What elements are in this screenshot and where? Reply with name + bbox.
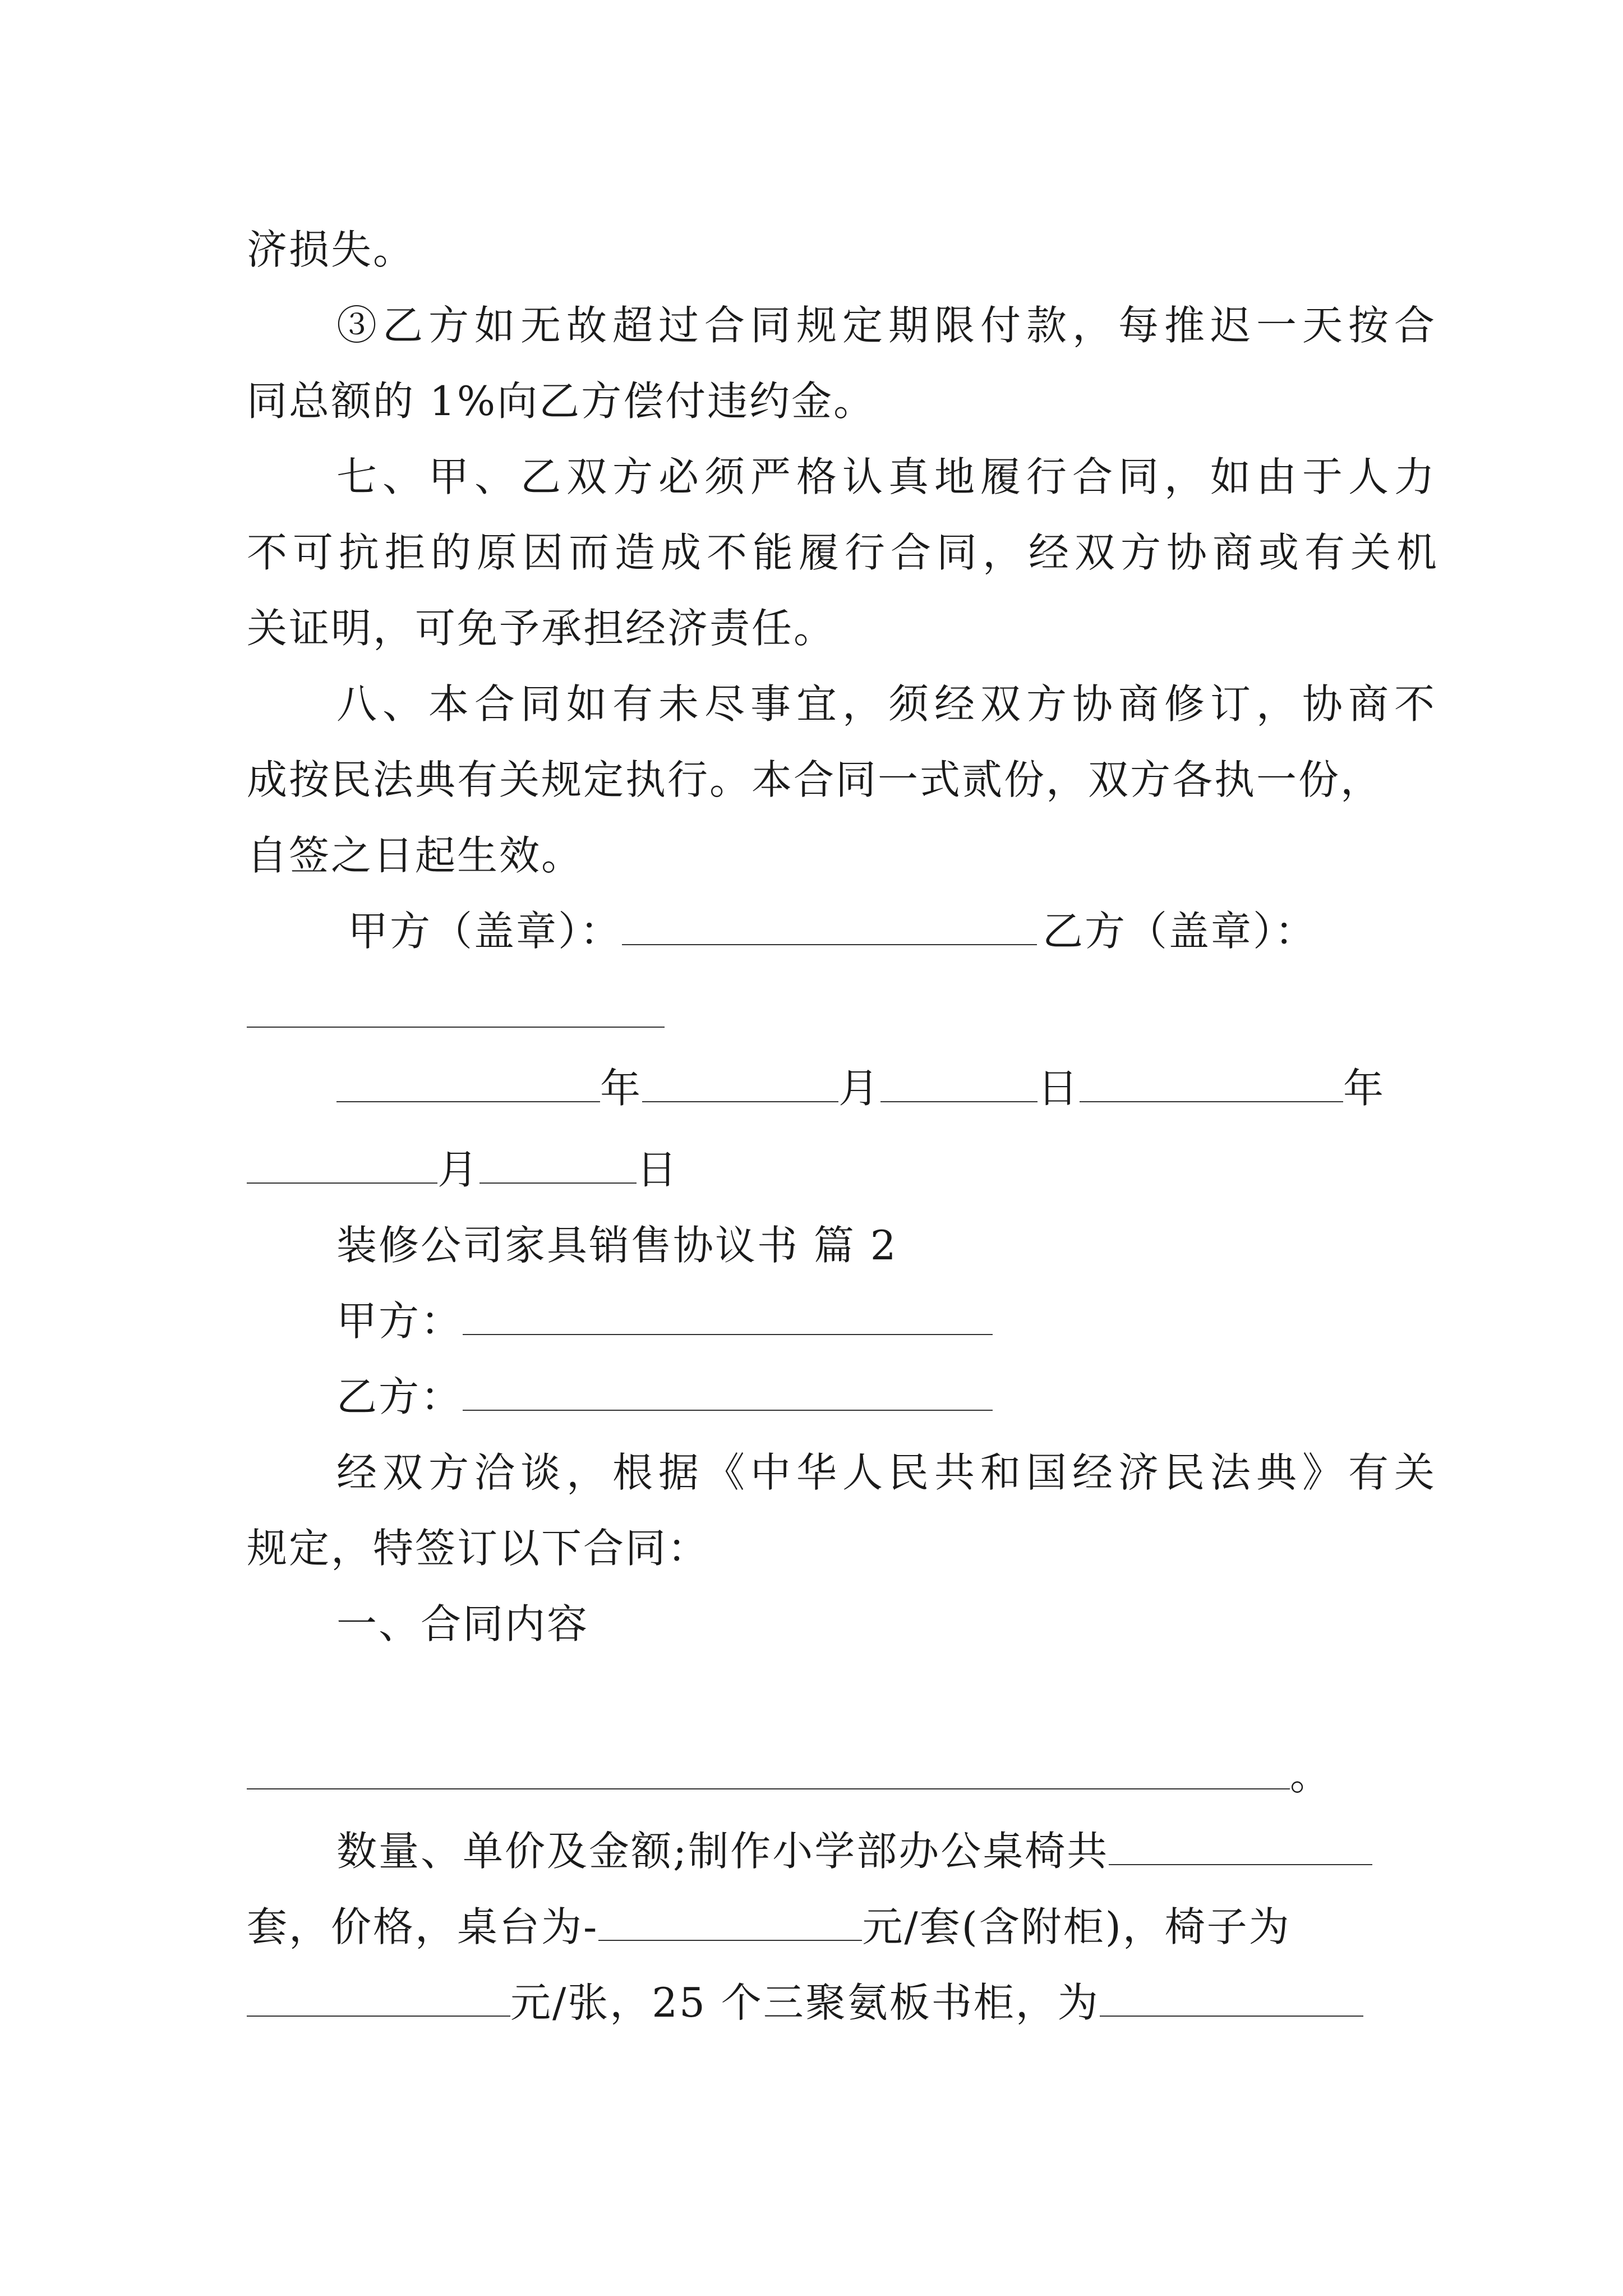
section-title: 装修公司家具销售协议书 篇 2	[336, 1222, 898, 1269]
month-blank-a	[642, 1062, 838, 1102]
quantity-row-1	[336, 1823, 1385, 1879]
text-line: 自签之日起生效。	[247, 832, 584, 879]
party-b-seal-blank	[247, 1027, 665, 1028]
cabinet-text: 元/张，25 个三聚氨板书柜，为	[510, 1979, 1100, 2026]
party-b-row	[336, 1369, 1385, 1425]
text-line: 七、甲、乙双方必须严格认真地履行合同，如由于人力	[336, 453, 1441, 500]
date-row	[336, 1060, 1385, 1116]
section-heading: 一、合同内容	[336, 1600, 589, 1648]
year-blank-b	[1080, 1062, 1343, 1102]
party-b-seal-label: 乙方（盖章）：	[1043, 908, 1317, 955]
text-line: 成按民法典有关规定执行。本合同一式贰份，双方各执一份，	[247, 756, 1383, 803]
day-label: 日	[1038, 1065, 1080, 1112]
text-line: ③乙方如无故超过合同规定期限付款，每推迟一天按合	[336, 302, 1441, 349]
month-label: 月	[838, 1065, 881, 1112]
price-text-b: 元/套(含附柜)，椅子为	[862, 1903, 1291, 1950]
period: 。	[1290, 1752, 1332, 1799]
year-label: 年	[600, 1065, 643, 1112]
text-line: 同总额的 1%向乙方偿付违约金。	[247, 378, 876, 425]
party-a-seal-blank	[622, 905, 1037, 945]
text-line: 济损失。	[247, 226, 416, 273]
party-a-blank	[463, 1295, 993, 1335]
party-a-row	[336, 1293, 1385, 1349]
text-line: 经双方洽谈，根据《中华人民共和国经济民法典》有关	[336, 1449, 1441, 1496]
day-label: 日	[637, 1146, 679, 1193]
content-blank	[247, 1749, 1290, 1789]
date-row-cont	[247, 1142, 1385, 1198]
month-label: 月	[437, 1146, 480, 1193]
text-line: 不可抗拒的原因而造成不能履行合同，经双方协商或有关机	[247, 529, 1443, 576]
year-label: 年	[1343, 1065, 1386, 1112]
day-blank-b	[479, 1143, 637, 1184]
text-line: 规定，特签订以下合同：	[247, 1525, 710, 1572]
desk-price-blank	[598, 1901, 862, 1941]
year-blank-a	[336, 1062, 600, 1102]
cabinet-price-blank	[1100, 1976, 1363, 2017]
quantity-text: 数量、单价及金额;制作小学部办公桌椅共	[336, 1828, 1109, 1875]
chair-price-blank	[247, 1976, 510, 2017]
party-a-seal-label: 甲方（盖章）：	[348, 908, 623, 955]
quantity-row-2	[247, 1899, 1385, 1955]
signature-row	[348, 903, 1385, 959]
party-a-label: 甲方：	[336, 1297, 463, 1345]
month-blank-b	[247, 1143, 437, 1184]
sets-blank	[1109, 1825, 1372, 1865]
text-line: 关证明，可免予承担经济责任。	[247, 605, 836, 652]
text-line: 八、本合同如有未尽事宜，须经双方协商修订，协商不	[336, 680, 1441, 728]
price-text: 套，价格，桌台为-	[247, 1903, 599, 1950]
quantity-row-3	[247, 1975, 1385, 2031]
party-b-label: 乙方：	[336, 1373, 463, 1420]
day-blank-a	[880, 1062, 1038, 1102]
party-b-blank	[463, 1370, 993, 1411]
content-row	[247, 1747, 1385, 1803]
